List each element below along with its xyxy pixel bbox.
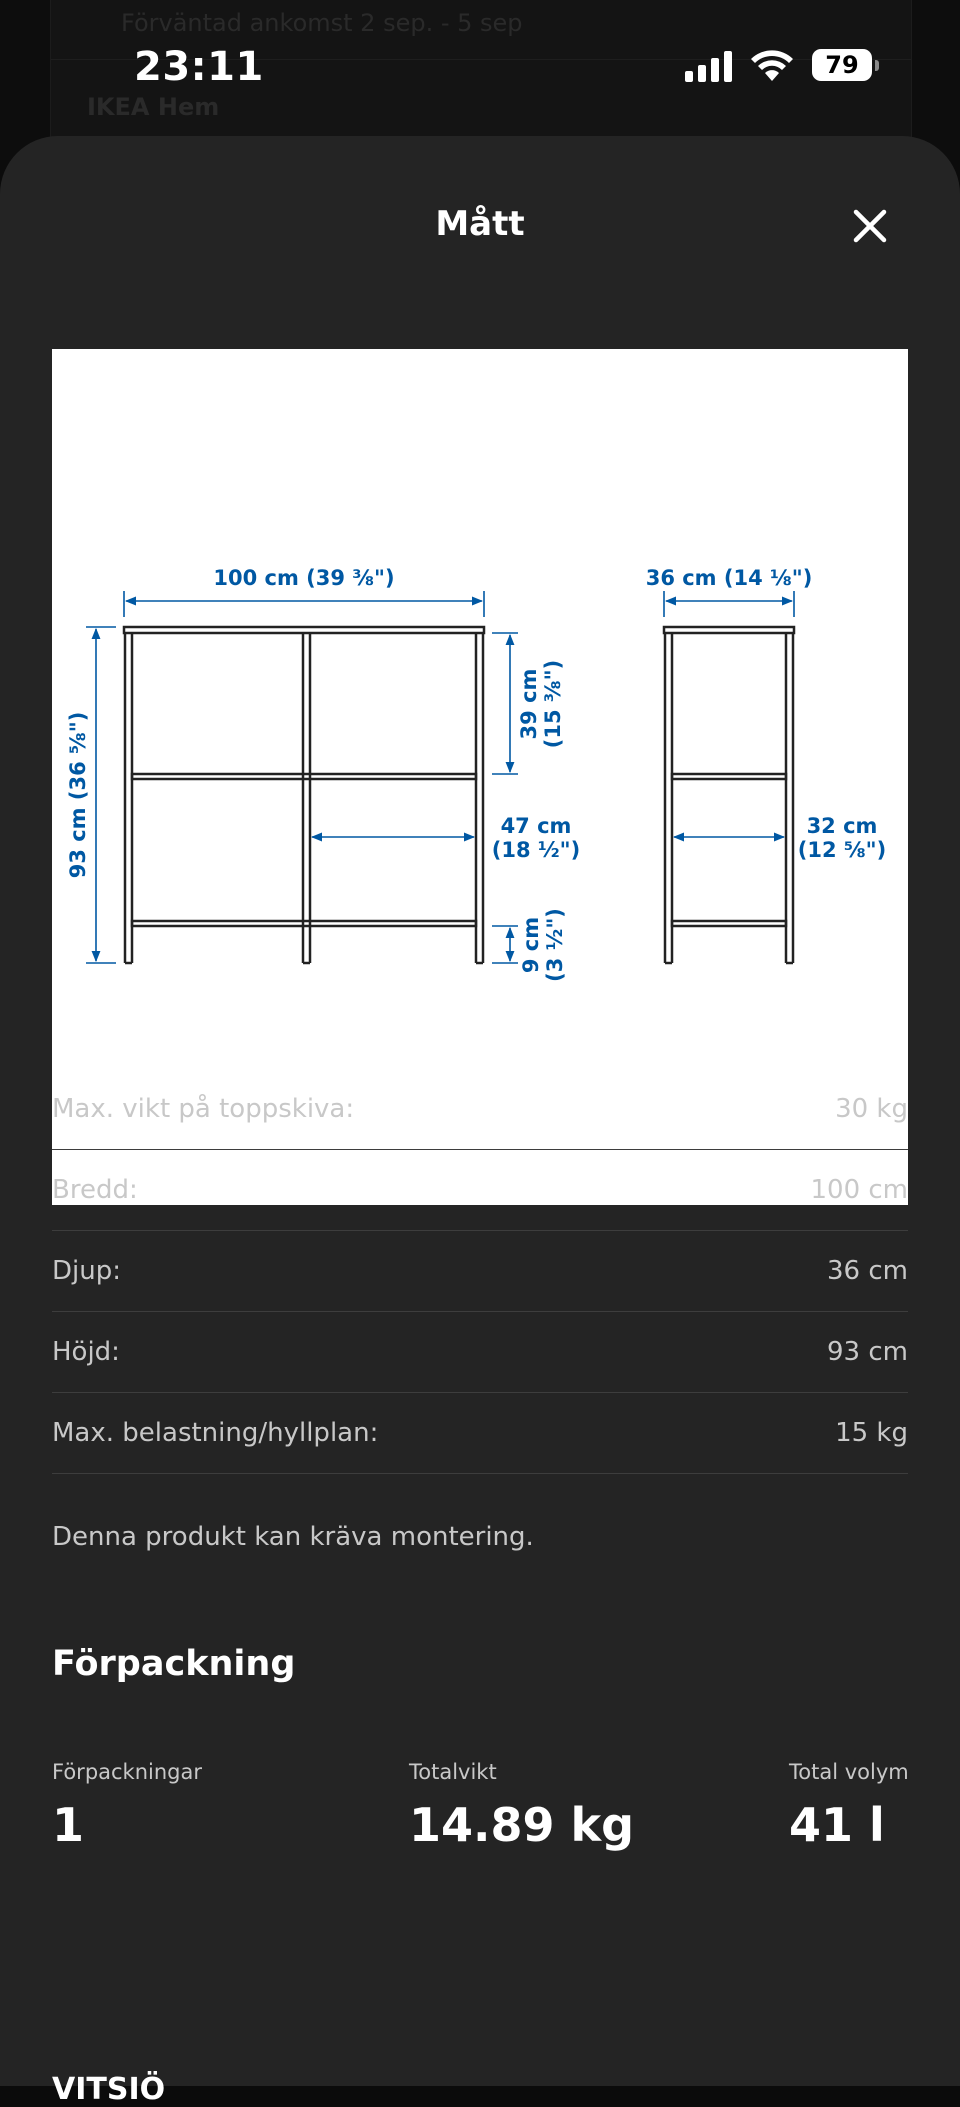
spec-label: Djup: bbox=[52, 1256, 121, 1286]
spec-row bbox=[52, 1393, 908, 1474]
background-store-text: IKEA Hem bbox=[87, 93, 220, 121]
depth-label: 36 cm (14 ⅛") bbox=[645, 566, 813, 590]
sheet-title: Mått bbox=[435, 204, 525, 244]
spec-label: Höjd: bbox=[52, 1337, 120, 1367]
packages-stat bbox=[52, 1760, 202, 1852]
volume-label: Total volym bbox=[789, 1760, 909, 1784]
weight-label: Totalvikt bbox=[409, 1760, 497, 1784]
spec-row bbox=[52, 1150, 908, 1231]
battery-icon: 79 bbox=[812, 49, 872, 81]
wifi-icon bbox=[750, 48, 794, 82]
spec-label: Max. belastning/hyllplan: bbox=[52, 1418, 379, 1448]
side-view-shelf bbox=[664, 627, 794, 963]
volume-value: 41 l bbox=[789, 1798, 885, 1852]
inner-depth-in-label: (12 ⅝") bbox=[797, 838, 887, 862]
height-label: 93 cm (36 ⅝") bbox=[66, 711, 90, 879]
spec-value: 100 cm bbox=[810, 1175, 908, 1205]
close-icon[interactable] bbox=[850, 206, 890, 246]
next-section-heading: VITSIÖ bbox=[52, 2072, 166, 2107]
volume-stat bbox=[789, 1760, 909, 1852]
spec-row bbox=[52, 1069, 908, 1150]
specs-table bbox=[52, 1069, 908, 1474]
inner-depth-cm-label: 32 cm bbox=[806, 814, 878, 838]
spec-value: 30 kg bbox=[835, 1094, 908, 1124]
spec-value: 93 cm bbox=[827, 1337, 908, 1367]
spec-value: 36 cm bbox=[827, 1256, 908, 1286]
packages-label: Förpackningar bbox=[52, 1760, 203, 1784]
spec-row bbox=[52, 1231, 908, 1312]
assembly-note: Denna produkt kan kräva montering. bbox=[52, 1522, 534, 1552]
shelf-height-in-label: (15 ⅜") bbox=[541, 659, 565, 749]
weight-value: 14.89 kg bbox=[409, 1798, 635, 1852]
leg-height-in-label: (3 ½") bbox=[543, 908, 567, 982]
packages-value: 1 bbox=[52, 1798, 85, 1852]
front-view-shelf bbox=[124, 627, 484, 963]
inner-width-in-label: (18 ½") bbox=[491, 838, 581, 862]
leg-height-cm-label: 9 cm bbox=[519, 916, 543, 974]
shelf-height-cm-label: 39 cm bbox=[517, 668, 541, 740]
packaging-heading: Förpackning bbox=[52, 1644, 296, 1684]
width-label: 100 cm (39 ⅜") bbox=[213, 566, 395, 590]
spec-label: Bredd: bbox=[52, 1175, 138, 1205]
cellular-signal-icon bbox=[685, 48, 732, 82]
background-delivery-text: Förväntad ankomst 2 sep. - 5 sep bbox=[121, 9, 523, 37]
weight-stat bbox=[409, 1760, 634, 1852]
spec-label: Max. vikt på toppskiva: bbox=[52, 1094, 355, 1124]
status-time: 23:11 bbox=[134, 44, 264, 90]
spec-row bbox=[52, 1312, 908, 1393]
status-icons bbox=[685, 48, 872, 82]
inner-width-cm-label: 47 cm bbox=[500, 814, 572, 838]
spec-value: 15 kg bbox=[835, 1418, 908, 1448]
